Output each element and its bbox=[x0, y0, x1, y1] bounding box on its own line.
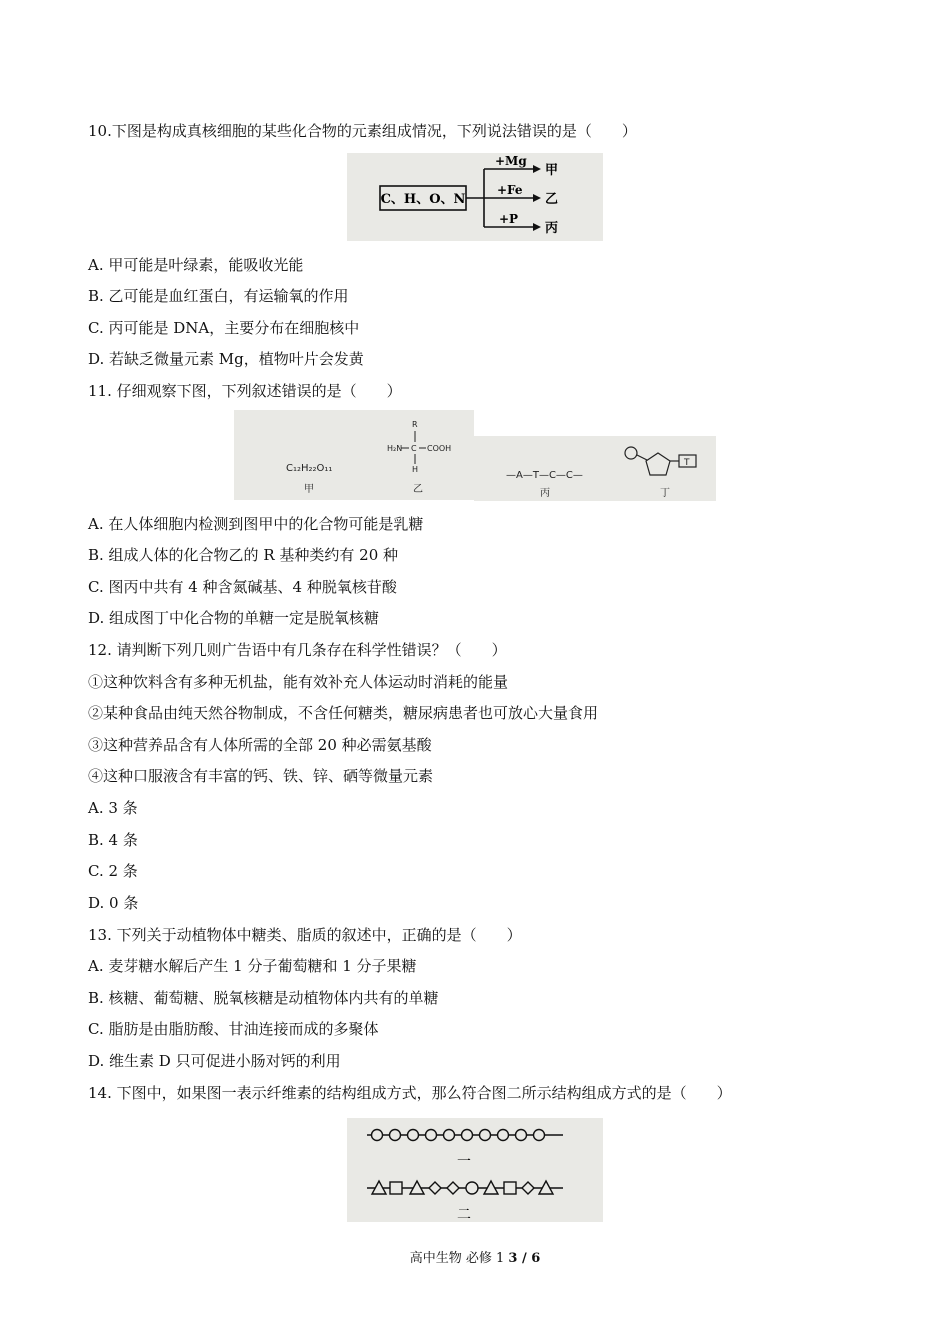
ding-base: T bbox=[684, 458, 690, 468]
yi-r: R bbox=[412, 420, 418, 429]
label-one: 一 bbox=[457, 1154, 471, 1170]
q14-figure bbox=[347, 1118, 603, 1222]
q13-option-d: D. 维生素 D 只可促进小肠对钙的利用 bbox=[88, 1052, 341, 1070]
q10-option-a: A. 甲可能是叶绿素，能吸收光能 bbox=[88, 256, 304, 274]
yi-cooh: COOH bbox=[427, 444, 452, 453]
q12-stem: 12. 请判断下列几则广告语中有几条存在科学性错误？（ ） bbox=[88, 641, 507, 659]
q10-option-b: B. 乙可能是血红蛋白，有运输氧的作用 bbox=[88, 287, 349, 305]
jia-formula: C₁₂H₂₂O₁₁ bbox=[286, 463, 333, 474]
q10-option-d: D. 若缺乏微量元素 Mg，植物叶片会发黄 bbox=[88, 350, 364, 368]
q12-item-1: ①这种饮料含有多种无机盐，能有效补充人体运动时消耗的能量 bbox=[88, 673, 509, 691]
q10-figure bbox=[347, 153, 603, 241]
yi-h: H bbox=[412, 465, 419, 474]
q12-option-a: A. 3 条 bbox=[88, 799, 138, 817]
q13-option-a: A. 麦芽糖水解后产生 1 分子葡萄糖和 1 分子果糖 bbox=[88, 957, 417, 975]
phosphate-circle bbox=[625, 447, 637, 459]
footer-text: 高中生物 必修 1 bbox=[409, 1251, 509, 1266]
bing-chain: —A—T—C—C— bbox=[506, 470, 583, 481]
q12-item-3: ③这种营养品含有人体所需的全部 20 种必需氨基酸 bbox=[88, 736, 432, 754]
q12-option-d: D. 0 条 bbox=[88, 894, 139, 912]
q13-stem: 13. 下列关于动植物体中糖类、脂质的叙述中，正确的是（ ） bbox=[88, 926, 522, 944]
jia-label: 甲 bbox=[304, 484, 314, 495]
branch-p-label: +P bbox=[499, 212, 519, 226]
q10-option-c: C. 丙可能是 DNA，主要分布在细胞核中 bbox=[88, 319, 360, 337]
q11-option-a: A. 在人体细胞内检测到图甲中的化合物可能是乳糖 bbox=[88, 515, 424, 533]
q11-figure-left bbox=[234, 410, 474, 500]
label-two: 二 bbox=[457, 1207, 471, 1222]
result-jia: 甲 bbox=[545, 163, 559, 178]
element-box-text: C、H、O、N bbox=[380, 192, 466, 207]
page-number: 3 / 6 bbox=[508, 1251, 541, 1266]
q12-option-c: C. 2 条 bbox=[88, 862, 138, 880]
q12-item-4: ④这种口服液含有丰富的钙、铁、锌、硒等微量元素 bbox=[88, 767, 434, 785]
q12-option-b: B. 4 条 bbox=[88, 831, 138, 849]
result-yi: 乙 bbox=[545, 192, 559, 207]
q11-option-b: B. 组成人体的化合物乙的 R 基种类约有 20 种 bbox=[88, 546, 399, 564]
q11-stem: 11. 仔细观察下图，下列叙述错误的是（ ） bbox=[88, 382, 402, 400]
branch-mg-label: +Mg bbox=[495, 154, 527, 168]
yi-c: C bbox=[411, 444, 417, 453]
q13-option-c: C. 脂肪是由脂肪酸、甘油连接而成的多聚体 bbox=[88, 1020, 379, 1038]
branch-fe-label: +Fe bbox=[497, 183, 523, 197]
q11-option-d: D. 组成图丁中化合物的单糖一定是脱氧核糖 bbox=[88, 609, 380, 627]
ding-label: 丁 bbox=[660, 488, 670, 499]
pentose-pentagon bbox=[646, 453, 670, 475]
q11-figure-right bbox=[474, 436, 716, 501]
yi-label: 乙 bbox=[413, 484, 423, 495]
q13-option-b: B. 核糖、葡萄糖、脱氧核糖是动植物体内共有的单糖 bbox=[88, 989, 439, 1007]
bing-label: 丙 bbox=[540, 488, 550, 499]
q11-option-c: C. 图丙中共有 4 种含氮碱基、4 种脱氧核苷酸 bbox=[88, 578, 397, 596]
q10-stem: 10.下图是构成真核细胞的某些化合物的元素组成情况，下列说法错误的是（ ） bbox=[88, 122, 637, 140]
page-footer bbox=[0, 1247, 950, 1266]
q14-stem: 14. 下图中，如果图一表示纤维素的结构组成方式，那么符合图二所示结构组成方式的是（ ） bbox=[88, 1084, 732, 1102]
result-bing: 丙 bbox=[545, 221, 559, 236]
q12-item-2: ②某种食品由纯天然谷物制成，不含任何糖类，糖尿病患者也可放心大量食用 bbox=[88, 704, 599, 722]
yi-h2n: H₂N bbox=[387, 444, 403, 453]
